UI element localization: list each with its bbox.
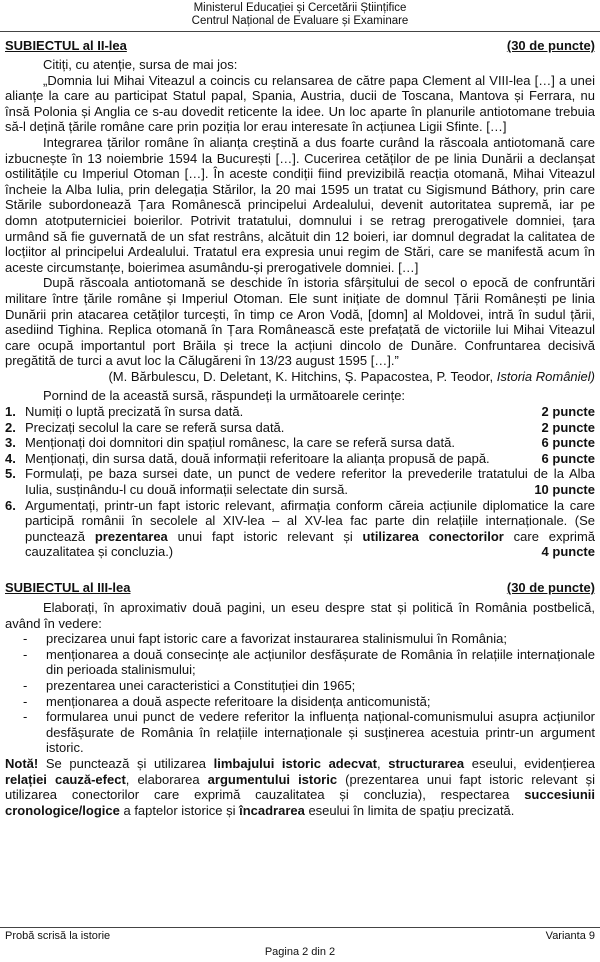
subject-2-title: SUBIECTUL al II-lea: [5, 38, 127, 53]
item-number: 4.: [5, 450, 16, 466]
item-points: 2 puncte: [541, 419, 595, 435]
essay-requirement: [5, 709, 595, 756]
source-citation: [5, 369, 595, 385]
note-bold: limbajului istoric adecvat: [213, 755, 377, 771]
citation-authors: (M. Bărbulescu, D. Deletant, K. Hitchins, Ș. Papacostea, P. Teodor,: [108, 368, 497, 384]
item-number: 2.: [5, 419, 16, 435]
note-bold: argumentului istoric: [207, 771, 338, 787]
item-bold-term: utilizarea conectorilor: [362, 528, 504, 544]
source-paragraph: După răscoala antiotomană se deschide în istoria sfârșitului de secol o epocă de confruntări militare între țările române și Imperiul Otoman. Ele sunt inițiate de domnul Țării Românești pe linia Dunării prin atacarea cetăților turcești, în timp ce Aron Vodă, [domn] al Moldovei, intră în sudul țării, asediind Tighina. Replica otomană în Țara Românească este prefațată de victoriile lui Mihai Viteazul care ocupă importantul port Brăila și trece la acțiuni dincolo de Dunăre. Confruntarea decisivă pregătită de turci a avut loc la Călugăreni în 13/23 august 1595 […].”: [5, 275, 595, 369]
dash-bullet: -: [23, 646, 28, 662]
task-intro: Pornind de la această sursă, răspundeți la următoarele cerințe:: [43, 388, 406, 404]
item-text-part: Argumentați, printr-un fapt istoric relevant, afirmația conform căreia acțiunile diplomatice la care participă românii în secolele al XIV-lea – al XV-lea fac parte din relațiile internaționale. (Se punctează: [25, 497, 595, 544]
center-name: Centrul Național de Evaluare și Examinare: [191, 15, 409, 27]
item-text: Menționați, din sursa dată, două informații referitoare la alianța propusă de papă.: [25, 450, 490, 466]
citation-end: l): [587, 368, 595, 384]
source-paragraph: Integrarea țărilor române în alianța creștină a dus foarte curând la răscoala antiotomană care izbucnește în 13 noiembrie 1594 la București […]. Cucerirea cetăților de pe linia Dunării a declanșat ostilitățile cu Imperiul Otoman […]. În aceste condiții fiind previzibilă reacția otomană, Mihai Viteazul încheie la Alba Iulia, prin delegația Stărilor, la 20 mai 1595 un tratat cu Sigismund Báthory, prin care Stările subordonează Țara Românescă principelui Ardealului, devenit autoritatea supremă, iar pe domn atotputerniciei boierilor. Potrivit tratatului, domnului i se retrag prerogativele domniei, țara urmând să fie guvernată de un sfat restrâns, alcătuit din 12 boieri, iar domnul degradat la calitatea de locțiitor al principelui Ardealului. Tratatul era expresia unui regim de Stări, care se manifestă acum în aceste circumstanțe, boierimea asumându-și prerogativele domniei. […]: [5, 134, 595, 275]
note-text: eseului în limita de spațiu precizată.: [304, 802, 515, 818]
item-number: 3.: [5, 435, 16, 451]
footer-variant: Varianta 9: [545, 930, 595, 942]
item-text-line: Iulia, susținându-l cu două informații selectate din sursă.: [25, 482, 349, 498]
page-number: Pagina 2 din 2: [264, 946, 336, 958]
note-text: eseului, evidențierea: [464, 755, 596, 771]
item-text: Menționați doi domnitori din spațiul românesc, la care se referă sursa dată.: [25, 435, 455, 451]
item-text-part: unui fapt istoric relevant și: [167, 528, 363, 544]
subject-3-points: (30 de puncte): [506, 580, 595, 595]
task-item: [5, 435, 595, 451]
subject-2-body: [5, 57, 595, 560]
note-text: , elaborarea: [125, 771, 208, 787]
essay-requirement: [5, 678, 595, 694]
item-number: 5.: [5, 466, 16, 482]
essay-intro: Elaborați, în aproximativ două pagini, un eseu despre stat și politică în România postbelică, având în vedere:: [5, 600, 595, 631]
dash-bullet: -: [23, 709, 28, 725]
essay-requirement: [5, 694, 595, 710]
note-bold: încadrarea: [239, 802, 305, 818]
item-points: 10 puncte: [534, 482, 595, 498]
item-points: 4 puncte: [541, 544, 595, 560]
dash-bullet: -: [23, 631, 28, 647]
item-points: 6 puncte: [541, 435, 595, 451]
grading-note: [5, 756, 595, 818]
note-bold: structurarea: [388, 755, 465, 771]
requirement-text: formularea unui punct de vedere referitor la influența național-comunismului asupra acțiunilor desfășurate de România în relațiile internaționale și susținerea acestuia printr-un argument istoric.: [46, 709, 595, 756]
task-item: [5, 466, 595, 497]
citation-title: Istoria Românie: [496, 368, 588, 384]
ministry-name: Ministerul Educației și Cercetării Științifice: [193, 2, 407, 14]
item-text-line: Formulați, pe baza sursei date, un punct de vedere referitor la prevederile tratatului de la Alba: [25, 466, 595, 482]
item-text: Numiți o luptă precizată în sursa dată.: [25, 404, 244, 420]
item-points: 6 puncte: [541, 450, 595, 466]
item-text: Precizați secolul la care se referă sursa dată.: [25, 419, 285, 435]
item-text: [25, 498, 595, 560]
item-text: [25, 466, 595, 497]
item-number: 6.: [5, 497, 16, 513]
footer: [5, 930, 595, 943]
subject-3-heading: [5, 580, 595, 596]
requirement-text: menționarea a două consecințe ale acțiunilor desfășurate de România în relațiile internaționale din perioada stalinismului;: [46, 646, 595, 678]
note-bold: succesiunii cronologice/logice: [5, 787, 595, 818]
subject-2-points: (30 de puncte): [506, 38, 595, 53]
subject-2-heading: [5, 38, 595, 54]
task-item: [5, 498, 595, 560]
task-item: [5, 420, 595, 436]
item-points: 2 puncte: [541, 404, 595, 420]
item-text-part: care exprimă: [503, 528, 595, 544]
essay-requirement: [5, 631, 595, 647]
item-bold-term: prezentarea: [94, 528, 168, 544]
requirement-text: prezentarea unei caracteristici a Constituției din 1965;: [46, 677, 356, 693]
footer-divider: [0, 927, 600, 928]
source-paragraph: „Domnia lui Mihai Viteazul a coincis cu relansarea de către papa Clement al VIII-lea […] a unei alianțe la care au participat Statul papal, Spania, Austria, ducii de Toscana, Mantova și Ferrara, nu însă Polonia și Anglia ce s-au dovedit reticente la idee. Un loc aparte în planurile antiotomane trebuia să-l dețină țările române care prin poziția lor erau interesate în acțiunea Ligii Sfinte. […]: [5, 72, 595, 135]
note-bold: relației cauză-efect: [5, 771, 126, 787]
document-header: [5, 2, 595, 28]
source-intro: Citiți, cu atenție, sursa de mai jos:: [43, 57, 238, 72]
dash-bullet: -: [23, 693, 28, 709]
note-label: Notă!: [5, 755, 39, 771]
note-text: (prezentarea unui fapt istoric relevant și utilizarea conectorilor care exprimă cauzalitatea și concluzia), respectarea: [5, 771, 595, 803]
note-text: a faptelor istorice și: [119, 802, 240, 818]
item-text-part: cauzalitatea și concluzia.): [25, 544, 174, 560]
item-number: 1.: [5, 404, 16, 420]
requirement-text: menționarea a două aspecte referitoare la disidența anticomunistă;: [46, 693, 431, 709]
header-divider: [0, 31, 600, 32]
footer-exam-name: Probă scrisă la istorie: [5, 930, 111, 942]
dash-bullet: -: [23, 677, 28, 693]
subject-3-title: SUBIECTUL al III-lea: [5, 580, 131, 595]
essay-requirement: [5, 647, 595, 678]
note-text: Se punctează și utilizarea: [38, 755, 214, 771]
requirement-text: precizarea unui fapt istoric care a favorizat instaurarea stalinismului în România;: [46, 631, 507, 647]
task-item: [5, 451, 595, 467]
task-item: [5, 404, 595, 420]
note-text: ,: [377, 755, 389, 771]
subject-3-body: [5, 600, 595, 818]
